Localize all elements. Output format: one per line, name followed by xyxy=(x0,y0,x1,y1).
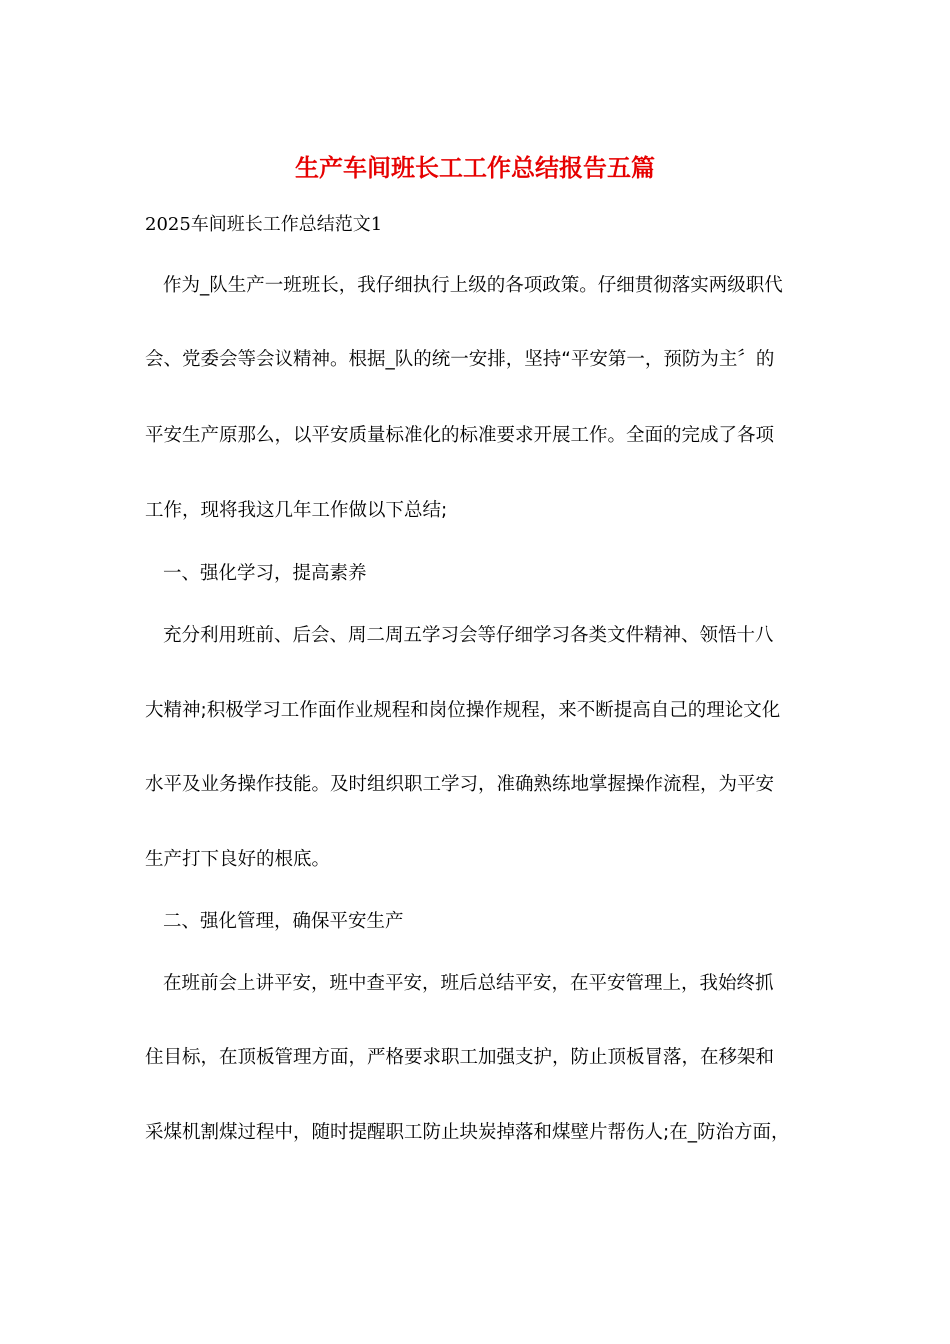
document-subtitle: 2025车间班长工作总结范文1 xyxy=(145,214,383,235)
paragraph-line: 工作，现将我这几年工作做以下总结; xyxy=(145,500,448,521)
paragraph-line: 充分利用班前、后会、周二周五学习会等仔细学习各类文件精神、领悟十八 xyxy=(163,625,774,646)
paragraph-line: 住目标，在顶板管理方面，严格要求职工加强支护，防止顶板冒落，在移架和 xyxy=(145,1047,775,1068)
paragraph-line: 作为_队生产一班班长，我仔细执行上级的各项政策。仔细贯彻落实两级职代 xyxy=(163,275,783,296)
document-title: 生产车间班长工工作总结报告五篇 xyxy=(295,154,655,182)
paragraph-line: 水平及业务操作技能。及时组织职工学习，准确熟练地掌握操作流程，为平安 xyxy=(145,774,775,795)
paragraph-line: 会、党委会等会议精神。根据_队的统一安排，坚持“平安第一，预防为主〞的 xyxy=(145,349,775,370)
paragraph-line: 平安生产原那么，以平安质量标准化的标准要求开展工作。全面的完成了各项 xyxy=(145,425,775,446)
section-heading: 一、强化学习，提高素养 xyxy=(163,563,367,584)
paragraph-line: 生产打下良好的根底。 xyxy=(145,849,331,870)
section-heading: 二、强化管理，确保平安生产 xyxy=(163,911,404,932)
paragraph-line: 在班前会上讲平安，班中查平安，班后总结平安，在平安管理上，我始终抓 xyxy=(163,973,774,994)
paragraph-line: 大精神;积极学习工作面作业规程和岗位操作规程，来不断提高自己的理论文化 xyxy=(145,700,781,721)
paragraph-line: 采煤机割煤过程中，随时提醒职工防止块炭掉落和煤壁片帮伤人;在_防治方面， xyxy=(145,1122,790,1143)
